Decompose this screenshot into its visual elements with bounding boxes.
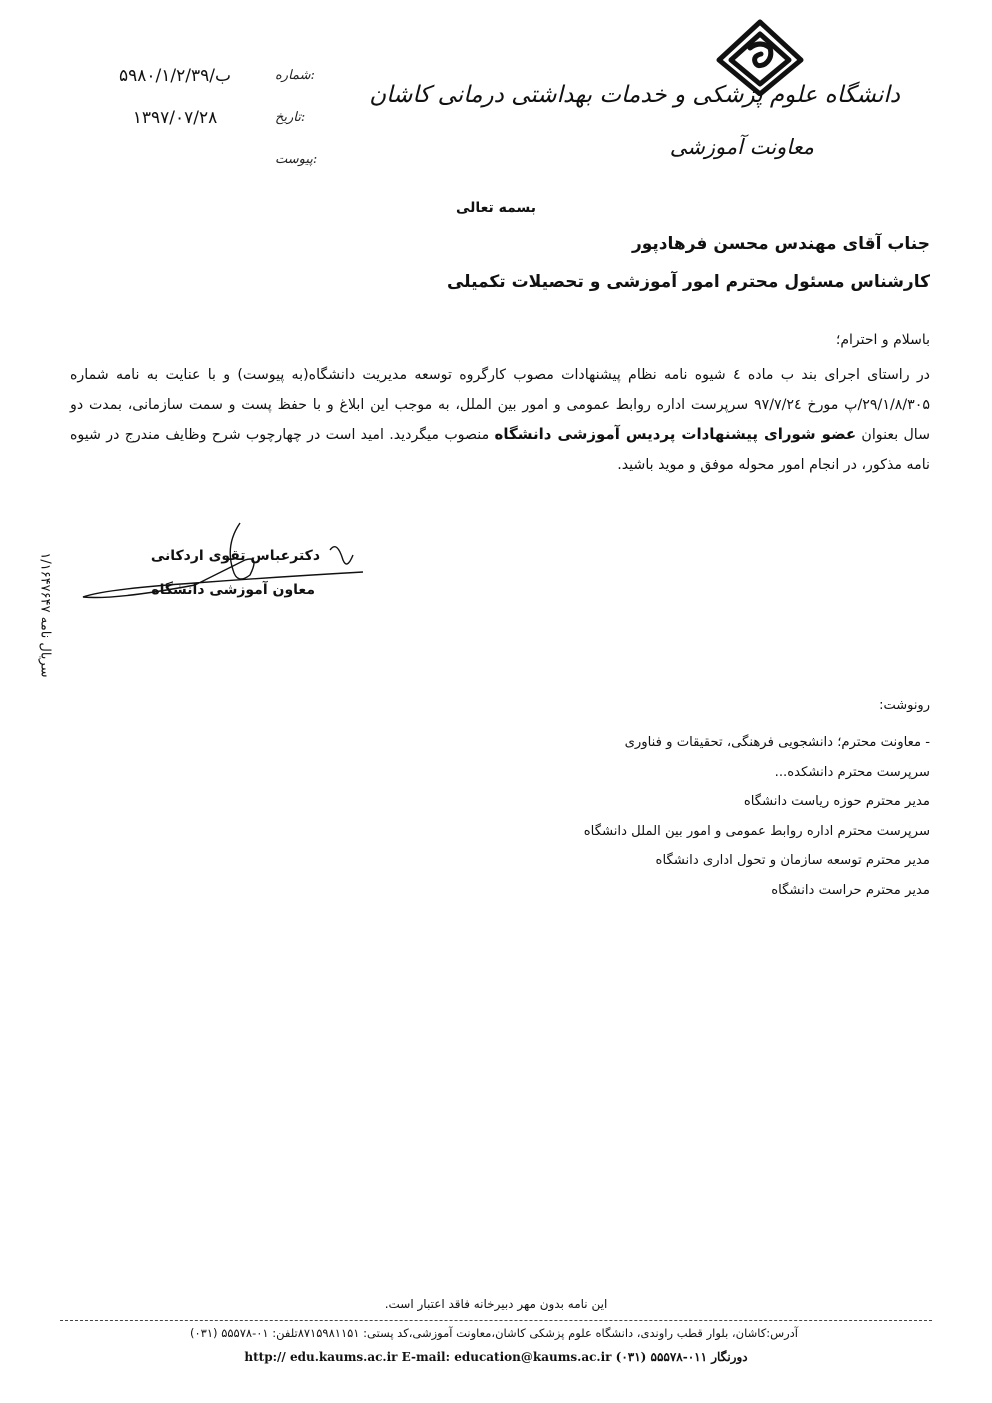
footer-divider xyxy=(60,1320,932,1321)
number-label: شماره: xyxy=(275,68,315,83)
department-name: معاونت آموزشی xyxy=(669,135,814,159)
body-highlight: عضو شورای پیشنهادات پردیس آموزشی دانشگاه xyxy=(494,425,857,443)
bismillah-heading: بسمه تعالی xyxy=(455,200,537,216)
cc-item: مدیر محترم حراست دانشگاه xyxy=(771,882,930,898)
signatory-title: معاون آموزشی دانشگاه xyxy=(151,582,315,598)
side-serial-number: سریال نامه ۱/۱۶۴۷۶۴۷ xyxy=(37,552,53,678)
validity-note: این نامه بدون مهر دبیرخانه فاقد اعتبار است. xyxy=(384,1297,608,1311)
cc-item: سرپرست محترم اداره روابط عمومی و امور بین الملل دانشگاه xyxy=(583,823,930,839)
attachment-label: پیوست: xyxy=(275,152,318,167)
footer-address: آدرس:کاشان، بلوار قطب راوندی، دانشگاه علوم پزشکی کاشان،معاونت آموزشی،کد پستی: ۸۷۱۵۹۸۱۱۵۱تلفن: ۰۱-۵۵۵۷۸ (۰۳۱) xyxy=(190,1326,798,1340)
recipient-position: کارشناس مسئول محترم امور آموزشی و تحصیلات تکمیلی xyxy=(446,272,930,292)
body-text-part1: در راستای اجرای بند ب ماده ٤ شیوه نامه نظام پیشنهادات مصوب کارگروه توسعه مدیریت دانشگاه(به پیوست) و با عنایت به نامه شماره ۲۹/۱/۸/۳۰۵/پ مورخ ۹۷/۷/۲٤ سرپرست اداره روابط عمومی و امور بین الملل، به موجب این ابلاغ و با حفظ پست و سمت سازمانی، بمدت دو سال بعنوان xyxy=(70,367,931,443)
cc-item: - معاونت محترم؛ دانشجویی فرهنگی، تحقیقات و فناوری xyxy=(624,735,930,750)
cc-list xyxy=(584,728,930,905)
letter-number: ۵۹۸۰/۱/۲/۳۹/ب xyxy=(119,66,231,86)
date-label: تاریخ: xyxy=(275,110,306,125)
body-text-part2: منصوب میگردید. امید است در چهارچوب شرح وظایف مندرج در شیوه نامه مذکور، در انجام امور محوله موفق و موید باشید. xyxy=(70,427,930,473)
cc-label: رونوشت: xyxy=(879,698,930,713)
recipient-name: جناب آقای مهندس محسن فرهادپور xyxy=(631,234,930,254)
cc-item: مدیر محترم توسعه سازمان و تحول اداری دانشگاه xyxy=(655,853,930,868)
footer-contact: http:// edu.kaums.ac.ir E-mail: education@kaums.ac.ir (۰۳۱) ۵۵۵۷۸-۰۱۱ دورنگار xyxy=(244,1350,748,1364)
greeting: باسلام و احترام؛ xyxy=(835,332,930,348)
cc-item: سرپرست محترم دانشکده... xyxy=(774,764,930,780)
letter-body xyxy=(70,361,930,480)
signatory-name: دکترعباس تقوی اردکانی xyxy=(150,548,320,564)
letter-date: ۱۳۹۷/۰۷/۲۸ xyxy=(132,108,218,128)
university-name: دانشگاه علوم پزشکی و خدمات بهداشتی درمانی کاشان xyxy=(369,82,900,108)
cc-item: مدیر محترم حوزه ریاست دانشگاه xyxy=(743,794,930,809)
